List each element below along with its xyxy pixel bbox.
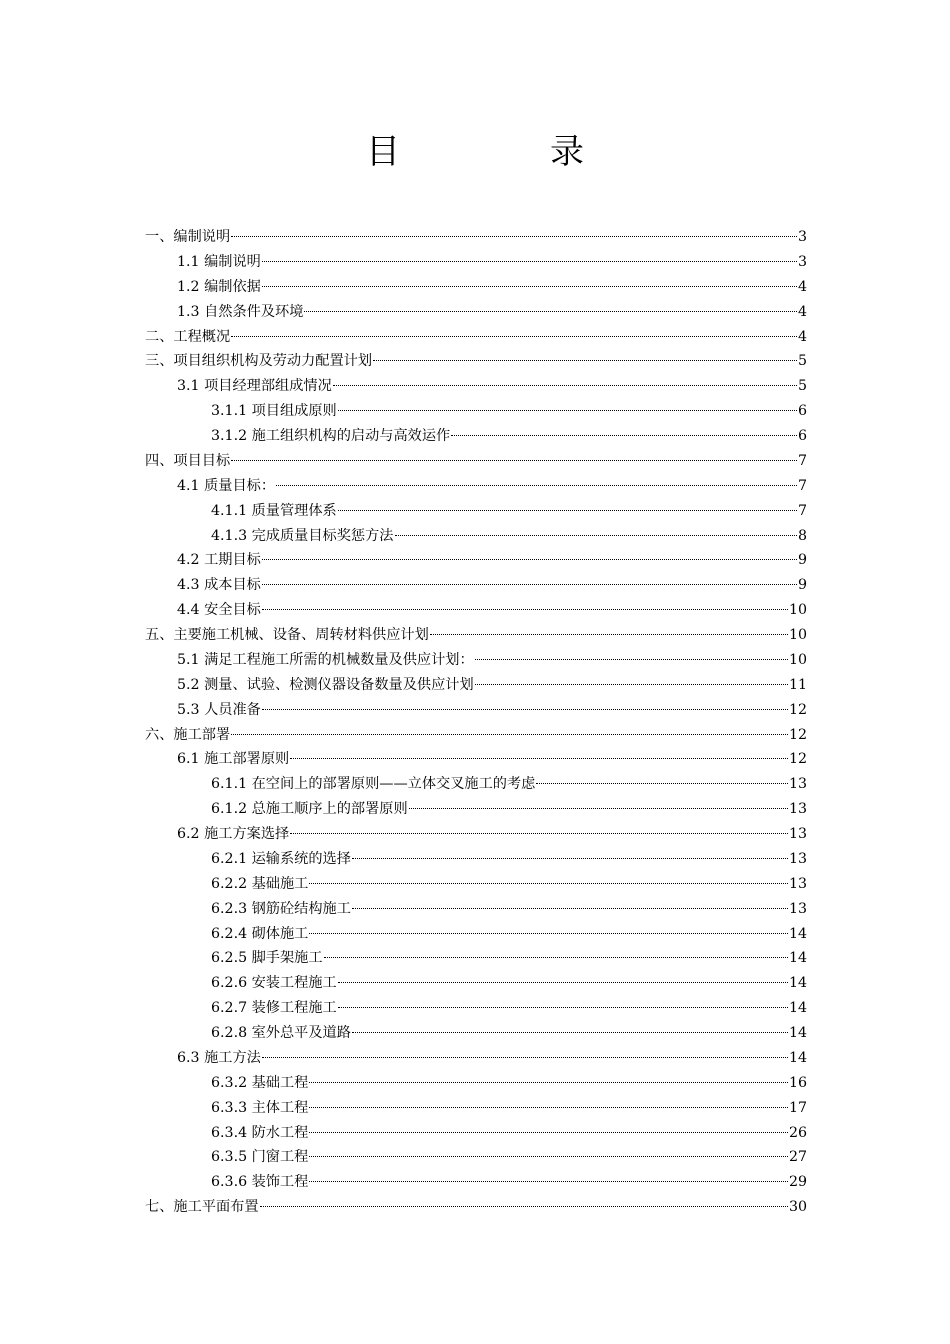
- toc-entry-label: 6.3 施工方法: [177, 1049, 261, 1066]
- toc-dot-leader: [262, 261, 797, 262]
- toc-entry-label: 6.2.1 运输系统的选择: [211, 850, 351, 867]
- toc-entry[interactable]: [145, 424, 807, 449]
- toc-entry-label: 3.1.2 施工组织机构的启动与高效运作: [211, 428, 451, 444]
- toc-dot-leader: [333, 385, 797, 386]
- toc-entry-label: 4.3 成本目标: [177, 577, 261, 594]
- toc-entry[interactable]: [145, 1046, 807, 1071]
- toc-entry-label: 6.3.6 装饰工程: [211, 1174, 309, 1191]
- toc-dot-leader: [262, 709, 788, 710]
- toc-dot-leader: [309, 1181, 788, 1182]
- toc-entry[interactable]: [145, 225, 807, 250]
- toc-entry-label: 6.1.1 在空间上的部署原则——立体交叉施工的考虑: [211, 776, 536, 793]
- toc-dot-leader: [338, 982, 788, 983]
- toc-entry-page-number: 9: [797, 577, 807, 594]
- toc-dot-leader: [276, 485, 797, 486]
- toc-dot-leader: [409, 808, 788, 809]
- toc-entry[interactable]: [145, 996, 807, 1021]
- toc-entry[interactable]: [145, 772, 807, 797]
- toc-entry-label: 五、主要施工机械、设备、周转材料供应计划: [145, 627, 429, 643]
- toc-dot-leader: [536, 783, 788, 784]
- toc-entry[interactable]: [145, 946, 807, 971]
- toc-dot-leader: [338, 410, 797, 411]
- toc-entry-page-number: 8: [797, 527, 807, 544]
- toc-entry[interactable]: [145, 971, 807, 996]
- toc-entry[interactable]: [145, 1121, 807, 1146]
- toc-entry-page-number: 10: [788, 602, 807, 619]
- table-of-contents: [145, 225, 807, 1220]
- toc-entry[interactable]: [145, 648, 807, 673]
- toc-dot-leader: [309, 933, 788, 934]
- toc-entry[interactable]: [145, 399, 807, 424]
- toc-entry-page-number: 7: [797, 452, 807, 469]
- toc-entry-label: 6.3.2 基础工程: [211, 1074, 309, 1091]
- toc-entry-page-number: 5: [797, 353, 807, 370]
- toc-entry-label: 6.3.3 主体工程: [211, 1099, 309, 1116]
- toc-entry[interactable]: [145, 524, 807, 549]
- toc-dot-leader: [309, 1156, 788, 1157]
- toc-entry-label: 6.2.3 钢筋砼结构施工: [211, 900, 351, 917]
- toc-entry-page-number: 13: [788, 875, 807, 892]
- toc-entry[interactable]: [145, 1145, 807, 1170]
- toc-entry-page-number: 27: [788, 1149, 807, 1166]
- toc-entry-label: 四、项目目标: [145, 452, 231, 469]
- toc-entry-label: 6.1 施工部署原则: [177, 751, 290, 768]
- toc-entry-page-number: 29: [788, 1174, 807, 1191]
- toc-dot-leader: [309, 883, 788, 884]
- toc-entry-page-number: 13: [788, 826, 807, 842]
- toc-entry-page-number: 7: [797, 502, 807, 519]
- toc-entry-page-number: 14: [788, 1025, 807, 1041]
- toc-entry-page-number: 14: [788, 925, 807, 942]
- toc-entry-label: 七、施工平面布置: [145, 1199, 259, 1216]
- toc-dot-leader: [260, 1206, 788, 1207]
- toc-entry-page-number: 14: [788, 1049, 807, 1066]
- toc-dot-leader: [290, 758, 788, 759]
- toc-dot-leader: [395, 535, 797, 536]
- toc-entry-label: 5.1 满足工程施工所需的机械数量及供应计划：: [177, 651, 474, 668]
- toc-dot-leader: [262, 559, 797, 560]
- toc-entry[interactable]: [145, 474, 807, 499]
- toc-entry[interactable]: [145, 797, 807, 822]
- toc-entry-label: 4.1.3 完成质量目标奖惩方法: [211, 527, 394, 544]
- toc-entry[interactable]: [145, 623, 807, 648]
- toc-entry[interactable]: [145, 499, 807, 524]
- page-title: 目 录: [366, 132, 642, 172]
- toc-entry-page-number: 11: [788, 676, 807, 693]
- toc-dot-leader: [262, 584, 797, 585]
- toc-entry-label: 6.2.8 室外总平及道路: [211, 1025, 351, 1041]
- toc-entry-page-number: 13: [788, 850, 807, 867]
- toc-entry-label: 二、工程概况: [145, 328, 231, 345]
- toc-entry[interactable]: [145, 300, 807, 325]
- toc-entry-label: 1.1 编制说明: [177, 253, 261, 270]
- toc-dot-leader: [231, 336, 797, 337]
- toc-entry-label: 6.3.5 门窗工程: [211, 1149, 309, 1166]
- toc-entry-page-number: 9: [797, 552, 807, 569]
- toc-entry-page-number: 10: [788, 627, 807, 643]
- toc-entry-label: 4.2 工期目标: [177, 552, 261, 569]
- toc-entry[interactable]: [145, 1195, 807, 1220]
- toc-dot-leader: [451, 435, 797, 436]
- toc-dot-leader: [338, 510, 797, 511]
- toc-entry-label: 1.2 编制依据: [177, 278, 261, 295]
- toc-dot-leader: [352, 908, 788, 909]
- toc-entry-label: 5.3 人员准备: [177, 701, 261, 718]
- toc-entry-page-number: 12: [788, 726, 807, 743]
- toc-entry[interactable]: [145, 1096, 807, 1121]
- toc-entry[interactable]: [145, 872, 807, 897]
- toc-entry[interactable]: [145, 822, 807, 847]
- toc-entry-page-number: 12: [788, 701, 807, 718]
- toc-entry[interactable]: [145, 250, 807, 275]
- toc-entry-page-number: 4: [797, 328, 807, 345]
- toc-dot-leader: [231, 236, 797, 237]
- toc-entry-page-number: 7: [797, 477, 807, 494]
- toc-entry-page-number: 14: [788, 1000, 807, 1017]
- toc-entry-label: 3.1 项目经理部组成情况: [177, 378, 332, 395]
- toc-entry-label: 4.1.1 质量管理体系: [211, 502, 337, 519]
- toc-dot-leader: [352, 1032, 788, 1033]
- toc-entry-page-number: 14: [788, 950, 807, 967]
- toc-entry[interactable]: [145, 449, 807, 474]
- toc-dot-leader: [290, 833, 788, 834]
- toc-entry-label: 4.1 质量目标：: [177, 477, 276, 494]
- toc-entry-label: 5.2 测量、试验、检测仪器设备数量及供应计划: [177, 676, 474, 693]
- toc-entry-page-number: 10: [788, 651, 807, 668]
- toc-dot-leader: [373, 360, 797, 361]
- toc-entry-label: 4.4 安全目标: [177, 602, 261, 619]
- toc-entry[interactable]: [145, 922, 807, 947]
- toc-entry[interactable]: [145, 275, 807, 300]
- toc-entry[interactable]: [145, 325, 807, 350]
- toc-entry[interactable]: [145, 1071, 807, 1096]
- toc-entry-page-number: 4: [797, 303, 807, 320]
- toc-entry[interactable]: [145, 548, 807, 573]
- toc-dot-leader: [231, 460, 797, 461]
- toc-entry-label: 6.2.6 安装工程施工: [211, 975, 337, 992]
- toc-dot-leader: [262, 286, 797, 287]
- toc-entry-label: 三、项目组织机构及劳动力配置计划: [145, 353, 373, 370]
- toc-dot-leader: [475, 684, 788, 685]
- toc-entry[interactable]: [145, 349, 807, 374]
- toc-entry-page-number: 26: [788, 1124, 807, 1141]
- toc-entry-page-number: 17: [788, 1099, 807, 1116]
- toc-entry-label: 6.1.2 总施工顺序上的部署原则: [211, 801, 408, 818]
- toc-entry-page-number: 3: [797, 253, 807, 270]
- toc-entry-page-number: 5: [797, 378, 807, 395]
- toc-entry-label: 六、施工部署: [145, 726, 231, 743]
- toc-dot-leader: [430, 634, 788, 635]
- toc-entry-page-number: 6: [797, 403, 807, 420]
- toc-dot-leader: [352, 858, 788, 859]
- toc-entry-label: 6.2.4 砌体施工: [211, 925, 309, 942]
- toc-entry-page-number: 13: [788, 900, 807, 917]
- toc-entry[interactable]: [145, 573, 807, 598]
- toc-entry[interactable]: [145, 1021, 807, 1046]
- toc-entry-label: 一、编制说明: [145, 229, 231, 245]
- toc-dot-leader: [231, 734, 788, 735]
- toc-entry-page-number: 16: [788, 1074, 807, 1091]
- toc-entry-label: 6.2 施工方案选择: [177, 826, 290, 842]
- toc-entry-page-number: 4: [797, 278, 807, 295]
- toc-entry[interactable]: [145, 847, 807, 872]
- toc-dot-leader: [309, 1132, 788, 1133]
- toc-entry[interactable]: [145, 374, 807, 399]
- toc-entry-page-number: 13: [788, 801, 807, 818]
- toc-entry-label: 3.1.1 项目组成原则: [211, 403, 337, 420]
- toc-entry[interactable]: [145, 598, 807, 623]
- toc-entry-label: 6.3.4 防水工程: [211, 1124, 309, 1141]
- toc-entry-label: 1.3 自然条件及环境: [177, 303, 304, 320]
- toc-entry[interactable]: [145, 698, 807, 723]
- toc-entry-label: 6.2.2 基础施工: [211, 875, 309, 892]
- toc-dot-leader: [262, 1057, 788, 1058]
- toc-entry-page-number: 30: [788, 1199, 807, 1216]
- toc-entry[interactable]: [145, 723, 807, 748]
- toc-dot-leader: [262, 609, 788, 610]
- toc-entry-page-number: 3: [797, 229, 807, 245]
- toc-dot-leader: [304, 311, 797, 312]
- toc-entry[interactable]: [145, 1170, 807, 1195]
- toc-entry-page-number: 6: [797, 428, 807, 444]
- toc-dot-leader: [309, 1107, 788, 1108]
- toc-dot-leader: [338, 1007, 788, 1008]
- toc-entry-page-number: 14: [788, 975, 807, 992]
- toc-entry[interactable]: [145, 747, 807, 772]
- toc-dot-leader: [309, 1082, 788, 1083]
- toc-entry-label: 6.2.7 装修工程施工: [211, 1000, 337, 1017]
- toc-dot-leader: [324, 957, 788, 958]
- toc-entry[interactable]: [145, 673, 807, 698]
- toc-entry[interactable]: [145, 897, 807, 922]
- toc-entry-page-number: 12: [788, 751, 807, 768]
- toc-entry-label: 6.2.5 脚手架施工: [211, 950, 323, 967]
- toc-dot-leader: [475, 659, 788, 660]
- toc-entry-page-number: 13: [788, 776, 807, 793]
